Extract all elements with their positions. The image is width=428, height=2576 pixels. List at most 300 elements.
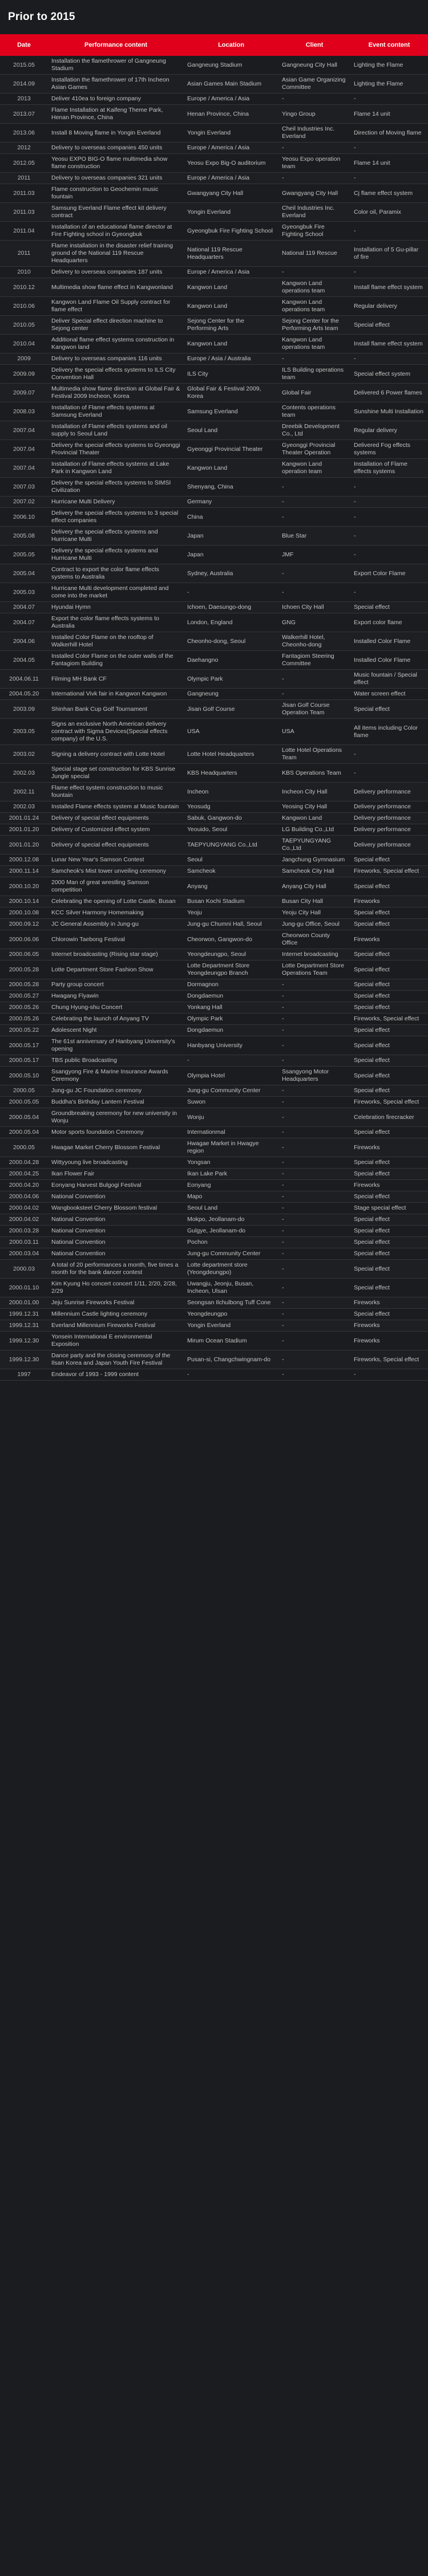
cell-performance: Delivery the special effects systems to Gyeonggi Provincial Theater	[48, 440, 184, 459]
cell-location: Yeouido, Seoul	[184, 824, 278, 836]
table-row	[0, 1297, 428, 1309]
cell-performance: Installed Flame effects system at Music fountain	[48, 801, 184, 813]
cell-event: Special effect	[350, 1248, 428, 1260]
cell-event: Fireworks	[350, 1297, 428, 1309]
cell-event: Delivery performance	[350, 813, 428, 824]
cell-event: Fireworks, Special effect	[350, 1014, 428, 1025]
cell-performance: Delivery the special effects systems to SIMSI Civilization	[48, 478, 184, 497]
cell-location: Uwangju, Jeonju, Busan, Incheon, Ulsan	[184, 1279, 278, 1297]
table-row	[0, 1067, 428, 1085]
cell-client: -	[278, 564, 350, 583]
cell-event: -	[350, 353, 428, 365]
cell-client: Gyeongbuk Fire Fighting School	[278, 222, 350, 241]
cell-event: -	[350, 583, 428, 602]
cell-performance: Filming MH Bank CF	[48, 670, 184, 689]
cell-client: -	[278, 1260, 350, 1279]
cell-client: -	[278, 1297, 350, 1309]
cell-event: Water screen effect	[350, 689, 428, 700]
table-row	[0, 783, 428, 801]
cell-location: Yonkang Hall	[184, 1002, 278, 1014]
cell-date: 2000.10.20	[0, 877, 48, 896]
table-row	[0, 1002, 428, 1014]
cell-client: Kangwon Land	[278, 813, 350, 824]
cell-performance: Shinhan Bank Cup Golf Tournament	[48, 700, 184, 719]
cell-date: 2011.04	[0, 222, 48, 241]
cell-client: KBS Operations Team	[278, 764, 350, 783]
cell-location: Seoul Land	[184, 1203, 278, 1214]
cell-date: 2000.01.10	[0, 1279, 48, 1297]
cell-client: -	[278, 1180, 350, 1191]
table-row	[0, 278, 428, 297]
cell-client: Yeoju City Hall	[278, 907, 350, 919]
cell-date: 2000.10.08	[0, 907, 48, 919]
cell-location: Yeongdeungpo	[184, 1309, 278, 1320]
cell-event: Special effect	[350, 854, 428, 866]
cell-location: Sabuk, Gangwon-do	[184, 813, 278, 824]
cell-date: 1999.12.30	[0, 1350, 48, 1369]
cell-performance: Kangwon Land Flame Oil Supply contract for flame effect	[48, 297, 184, 316]
cell-location: Jung-gu Community Center	[184, 1085, 278, 1097]
cell-client: -	[278, 1226, 350, 1237]
cell-location: Wonju	[184, 1108, 278, 1127]
cell-event: Delivery performance	[350, 783, 428, 801]
cell-location: Incheon	[184, 783, 278, 801]
cell-client: -	[278, 1203, 350, 1214]
footer-spacer	[0, 1381, 428, 1393]
cell-date: 2000.03	[0, 1260, 48, 1279]
table-row	[0, 93, 428, 105]
cell-performance: JC General Assembly in Jung-gu	[48, 919, 184, 930]
cell-event: Special effect	[350, 602, 428, 613]
cell-event: All items including Color flame	[350, 719, 428, 745]
cell-performance: National Convention	[48, 1214, 184, 1226]
cell-event: -	[350, 497, 428, 508]
cell-event: Special effect	[350, 961, 428, 979]
cell-performance: Chlorowin Taebong Festival	[48, 930, 184, 949]
cell-event: -	[350, 478, 428, 497]
table-row	[0, 459, 428, 478]
cell-event: Special effect	[350, 1169, 428, 1180]
cell-date: 2009.09	[0, 365, 48, 384]
cell-date: 2000.05.26	[0, 1002, 48, 1014]
cell-performance: Signing a delivery contract with Lotte Hotel	[48, 745, 184, 764]
cell-date: 2005.08	[0, 527, 48, 546]
cell-location: Yeosudg	[184, 801, 278, 813]
cell-location: Europe / America / Asia	[184, 143, 278, 154]
cell-date: 2004.05	[0, 651, 48, 670]
cell-event: Special effect system	[350, 365, 428, 384]
table-row	[0, 1309, 428, 1320]
cell-location: USA	[184, 719, 278, 745]
cell-event: Installation of 5 Gu-pillar of fire	[350, 241, 428, 267]
cell-performance: Hwagae Market Cherry Blossom Festival	[48, 1138, 184, 1157]
cell-client: Asian Game Organizing Committee	[278, 75, 350, 93]
cell-client: -	[278, 353, 350, 365]
cell-performance: Installation the flamethrower of 17th Incheon Asian Games	[48, 75, 184, 93]
cell-location: Gangneung	[184, 689, 278, 700]
cell-date: 2000.09.12	[0, 919, 48, 930]
table-row	[0, 1226, 428, 1237]
cell-performance: Groundbreaking ceremony for new university in Wonju	[48, 1108, 184, 1127]
table-row	[0, 1127, 428, 1138]
table-row	[0, 124, 428, 143]
cell-client: TAEPYUNGYANG Co.,Ltd	[278, 836, 350, 854]
cell-location: Seongsan Ilchulbong Tuff Cone	[184, 1297, 278, 1309]
cell-location: Sejong Center for the Performing Arts	[184, 316, 278, 335]
cell-date: 2013.06	[0, 124, 48, 143]
cell-performance: Eonyang Harvest Bulgogi Festival	[48, 1180, 184, 1191]
cell-client: -	[278, 1127, 350, 1138]
cell-event: Special effect	[350, 1025, 428, 1036]
cell-date: 2007.04	[0, 440, 48, 459]
cell-location: Samsung Everland	[184, 402, 278, 421]
cell-event: Cj flame effect system	[350, 184, 428, 203]
cell-location: Shenyang, China	[184, 478, 278, 497]
cell-location: Hanbyang University	[184, 1036, 278, 1055]
cell-performance: Ikan Flower Fair	[48, 1169, 184, 1180]
table-row	[0, 991, 428, 1002]
cell-client: -	[278, 991, 350, 1002]
cell-client: -	[278, 1157, 350, 1169]
cell-performance: Delivery the special effects systems to ILS City Convention Hall	[48, 365, 184, 384]
cell-location: Internationmal	[184, 1127, 278, 1138]
cell-client: -	[278, 143, 350, 154]
cell-date: 2010.05	[0, 316, 48, 335]
cell-date: 2000.01.00	[0, 1297, 48, 1309]
table-row	[0, 1085, 428, 1097]
cell-location: -	[184, 1055, 278, 1067]
table-body	[0, 56, 428, 1381]
table-row	[0, 267, 428, 278]
table-row	[0, 764, 428, 783]
cell-date: 2005.05	[0, 546, 48, 564]
table-row	[0, 1191, 428, 1203]
cell-date: 2013	[0, 93, 48, 105]
cell-performance: Delivery to overseas companies 321 units	[48, 173, 184, 184]
cell-event: Export color flame	[350, 613, 428, 632]
cell-performance: Samsung Everland Flame effect kit delivery contract	[48, 203, 184, 222]
cell-client: Cheorwon County Office	[278, 930, 350, 949]
table-row	[0, 173, 428, 184]
cell-location: Mapo	[184, 1191, 278, 1203]
cell-performance: Ssangyong Fire & Marine Insurance Awards Ceremony	[48, 1067, 184, 1085]
cell-client: Internet broadcasting	[278, 949, 350, 961]
table-row	[0, 105, 428, 124]
column-header-client: Client	[278, 34, 350, 56]
cell-event: -	[350, 508, 428, 527]
table-row	[0, 440, 428, 459]
cell-location: Samcheok	[184, 866, 278, 877]
cell-location: Europe / Asia / Australia	[184, 353, 278, 365]
cell-date: 2010	[0, 267, 48, 278]
cell-client: -	[278, 173, 350, 184]
cell-client: -	[278, 1108, 350, 1127]
cell-date: 2000.04.25	[0, 1169, 48, 1180]
cell-event: -	[350, 93, 428, 105]
table-row	[0, 801, 428, 813]
cell-date: 2009.07	[0, 384, 48, 402]
cell-date: 2000.04.02	[0, 1214, 48, 1226]
cell-date: 2000.04.20	[0, 1180, 48, 1191]
cell-event: Fireworks	[350, 1180, 428, 1191]
cell-client: Yeosu Expo operation team	[278, 154, 350, 173]
cell-location: Kangwon Land	[184, 459, 278, 478]
cell-location: Busan Kochi Stadium	[184, 896, 278, 907]
cell-client: Cheil Industries Inc. Everland	[278, 203, 350, 222]
cell-client: -	[278, 1369, 350, 1381]
cell-date: 2010.04	[0, 335, 48, 353]
cell-performance: International Vivk fair in Kangwon Kangwon	[48, 689, 184, 700]
table-row	[0, 316, 428, 335]
cell-client: Kangwon Land operation team	[278, 459, 350, 478]
table-row	[0, 854, 428, 866]
table-row	[0, 1350, 428, 1369]
cell-performance: Special stage set construction for KBS Sunrise Jungle special	[48, 764, 184, 783]
cell-client: JMF	[278, 546, 350, 564]
cell-performance: Lunar New Year's Samson Contest	[48, 854, 184, 866]
cell-event: Fireworks, Special effect	[350, 1350, 428, 1369]
cell-performance: Installed Color Flame on the rooftop of Walkerhill Hotel	[48, 632, 184, 651]
cell-client: Blue Star	[278, 527, 350, 546]
table-row	[0, 1097, 428, 1108]
cell-date: 2000.04.06	[0, 1191, 48, 1203]
cell-client: LG Building Co.,Ltd	[278, 824, 350, 836]
table-row	[0, 1260, 428, 1279]
column-header-event: Event content	[350, 34, 428, 56]
cell-client: -	[278, 1002, 350, 1014]
cell-location: Gyeongbuk Fire Fighting School	[184, 222, 278, 241]
table-row	[0, 1055, 428, 1067]
cell-location: Gulgye, Jeollanam-do	[184, 1226, 278, 1237]
cell-client: Kangwon Land operations team	[278, 335, 350, 353]
cell-performance: Export the color flame effects systems to Australia	[48, 613, 184, 632]
cell-event: -	[350, 745, 428, 764]
cell-date: 2010.06	[0, 297, 48, 316]
table-row	[0, 813, 428, 824]
cell-event: Lighting the Flame	[350, 75, 428, 93]
cell-performance: National Convention	[48, 1191, 184, 1203]
table-row	[0, 961, 428, 979]
history-table	[0, 34, 428, 1381]
cell-location: Lotte Department Store Yeongdeungpo Branch	[184, 961, 278, 979]
cell-location: China	[184, 508, 278, 527]
cell-client: Ichoen City Hall	[278, 602, 350, 613]
table-row	[0, 919, 428, 930]
cell-date: 2000.05.17	[0, 1055, 48, 1067]
cell-event: Special effect	[350, 1055, 428, 1067]
cell-client: -	[278, 1309, 350, 1320]
cell-client: Gangneung City Hall	[278, 56, 350, 75]
cell-performance: Yeosu EXPO BIG-O flame multimedia show flame construction	[48, 154, 184, 173]
cell-performance: Hyundai Hymn	[48, 602, 184, 613]
cell-client: -	[278, 478, 350, 497]
cell-event: Special effect	[350, 700, 428, 719]
cell-event: Special effect	[350, 1127, 428, 1138]
cell-date: 1997	[0, 1369, 48, 1381]
cell-client: Busan City Hall	[278, 896, 350, 907]
cell-performance: Multimedia show flame effect in Kangwonland	[48, 278, 184, 297]
cell-performance: Delivery to overseas companies 450 units	[48, 143, 184, 154]
cell-date: 2001.01.24	[0, 813, 48, 824]
cell-event: Special effect	[350, 1157, 428, 1169]
cell-date: 2000.05.22	[0, 1025, 48, 1036]
table-row	[0, 402, 428, 421]
cell-event: -	[350, 764, 428, 783]
cell-performance: Kim Kyung Ho concert concert 1/11, 2/20, 2/28, 2/29	[48, 1279, 184, 1297]
cell-event: Fireworks	[350, 930, 428, 949]
cell-date: 2000.04.02	[0, 1203, 48, 1214]
table-row	[0, 1320, 428, 1332]
cell-event: -	[350, 527, 428, 546]
table-row	[0, 1279, 428, 1297]
cell-client: -	[278, 1214, 350, 1226]
cell-client: Fantagiom Steering Committee	[278, 651, 350, 670]
table-row	[0, 907, 428, 919]
cell-client: GNG	[278, 613, 350, 632]
cell-client: Kangwon Land operations team	[278, 278, 350, 297]
cell-location: TAEPYUNGYANG Co.,Ltd	[184, 836, 278, 854]
cell-performance: Delivery the special effects systems to 3 special effect companies	[48, 508, 184, 527]
cell-client: Samcheok City Hall	[278, 866, 350, 877]
cell-event: Special effect	[350, 919, 428, 930]
table-row	[0, 866, 428, 877]
table-row	[0, 949, 428, 961]
cell-client: -	[278, 497, 350, 508]
cell-location: Cheorwon, Gangwon-do	[184, 930, 278, 949]
cell-date: 2000.05	[0, 1138, 48, 1157]
cell-client: Gwangyang City Hall	[278, 184, 350, 203]
cell-performance: Celebrating the launch of Anyang TV	[48, 1014, 184, 1025]
cell-location: KBS Headquarters	[184, 764, 278, 783]
cell-performance: Multimedia show flame direction at Global Fair & Festival 2009 Incheon, Korea	[48, 384, 184, 402]
cell-performance: Hwagang Flyawin	[48, 991, 184, 1002]
cell-client: -	[278, 1332, 350, 1350]
cell-location: Pusan-si, Changchwingnam-do	[184, 1350, 278, 1369]
cell-client: -	[278, 267, 350, 278]
cell-location: Japan	[184, 527, 278, 546]
cell-date: 2004.07	[0, 613, 48, 632]
table-row	[0, 241, 428, 267]
cell-performance: Delivery of Customized effect system	[48, 824, 184, 836]
cell-performance: Flame Installation at Kaifeng Theme Park, Henan Province, China	[48, 105, 184, 124]
cell-client: Dreebik Development Co., Ltd	[278, 421, 350, 440]
cell-location: Asian Games Main Stadium	[184, 75, 278, 93]
table-row	[0, 143, 428, 154]
table-row	[0, 527, 428, 546]
cell-client: -	[278, 1191, 350, 1203]
cell-event: Color oil, Paramix	[350, 203, 428, 222]
table-row	[0, 353, 428, 365]
cell-location: Japan	[184, 546, 278, 564]
table-row	[0, 497, 428, 508]
cell-location: Yongin Everland	[184, 203, 278, 222]
cell-client: Gyeonggi Provincial Theater Operation	[278, 440, 350, 459]
cell-location: Yeoju	[184, 907, 278, 919]
table-row	[0, 1203, 428, 1214]
table-row	[0, 689, 428, 700]
cell-event: -	[350, 222, 428, 241]
cell-performance: Delivery of special effect equipments	[48, 813, 184, 824]
cell-location: Yongsan	[184, 1157, 278, 1169]
cell-performance: Installation the flamethrower of Gangneung Stadium	[48, 56, 184, 75]
table-header	[0, 34, 428, 56]
cell-date: 2011.03	[0, 203, 48, 222]
table-row	[0, 930, 428, 949]
table-row	[0, 335, 428, 353]
cell-event: Delivered 6 Power flames	[350, 384, 428, 402]
cell-client: -	[278, 583, 350, 602]
cell-client: Jangchung Gymnasium	[278, 854, 350, 866]
cell-performance: Installed Color Flame on the outer walls of the Fantagiom Building	[48, 651, 184, 670]
cell-client: National 119 Rescue	[278, 241, 350, 267]
cell-date: 2000.12.08	[0, 854, 48, 866]
cell-date: 2000.04.28	[0, 1157, 48, 1169]
cell-performance: Jung-gu JC Foundation ceremony	[48, 1085, 184, 1097]
cell-client: -	[278, 1025, 350, 1036]
cell-date: 2013.07	[0, 105, 48, 124]
cell-performance: Signs an exclusive North American delivery contract with Sigma Devices(Special effects company) of the U.S.	[48, 719, 184, 745]
table-row	[0, 1157, 428, 1169]
cell-location: Kangwon Land	[184, 335, 278, 353]
table-row	[0, 1169, 428, 1180]
cell-location: Anyang	[184, 877, 278, 896]
cell-date: 2004.06	[0, 632, 48, 651]
cell-client: -	[278, 1320, 350, 1332]
cell-performance: Wangbooksteel Cherry Blossom festival	[48, 1203, 184, 1214]
cell-event: Music fountain / Special effect	[350, 670, 428, 689]
cell-client: USA	[278, 719, 350, 745]
cell-date: 2002.03	[0, 801, 48, 813]
cell-performance: Installation of Flame effects systems at Samsung Everland	[48, 402, 184, 421]
cell-event: Installation of Flame effects systems	[350, 459, 428, 478]
cell-date: 2000.06.06	[0, 930, 48, 949]
cell-performance: Deliver 410ea to foreign company	[48, 93, 184, 105]
cell-client: -	[278, 93, 350, 105]
cell-date: 2001.01.20	[0, 824, 48, 836]
cell-event: Special effect	[350, 1214, 428, 1226]
cell-client: Sejong Center for the Performing Arts team	[278, 316, 350, 335]
cell-date: 2004.05.20	[0, 689, 48, 700]
cell-performance: Installation of an educational flame director at Fire Fighting school in Gyeongbuk	[48, 222, 184, 241]
cell-date: 2000.03.28	[0, 1226, 48, 1237]
cell-location: Yeongdeungpo, Seoul	[184, 949, 278, 961]
cell-event: Fireworks, Special effect	[350, 866, 428, 877]
table-row	[0, 1369, 428, 1381]
cell-event: Stage special effect	[350, 1203, 428, 1214]
cell-performance: Contract to export the color flame effects systems to Australia	[48, 564, 184, 583]
cell-location: Mokpo, Jeollanam-do	[184, 1214, 278, 1226]
cell-event: Special effect	[350, 316, 428, 335]
cell-location: Germany	[184, 497, 278, 508]
cell-client: -	[278, 508, 350, 527]
cell-client: -	[278, 1085, 350, 1097]
cell-location: Dongdaemun	[184, 991, 278, 1002]
cell-event: Fireworks, Special effect	[350, 1097, 428, 1108]
cell-location: Europe / America / Asia	[184, 93, 278, 105]
table-row	[0, 877, 428, 896]
cell-location: National 119 Rescue Headquarters	[184, 241, 278, 267]
cell-event: Special effect	[350, 1002, 428, 1014]
cell-event: Sunshine Multi Installation	[350, 402, 428, 421]
cell-performance: Lotte Department Store Fashion Show	[48, 961, 184, 979]
table-row	[0, 297, 428, 316]
cell-date: 2009	[0, 353, 48, 365]
cell-event: Special effect	[350, 1260, 428, 1279]
table-row	[0, 700, 428, 719]
cell-date: 2003.02	[0, 745, 48, 764]
cell-date: 2000.05.28	[0, 979, 48, 991]
table-row	[0, 365, 428, 384]
